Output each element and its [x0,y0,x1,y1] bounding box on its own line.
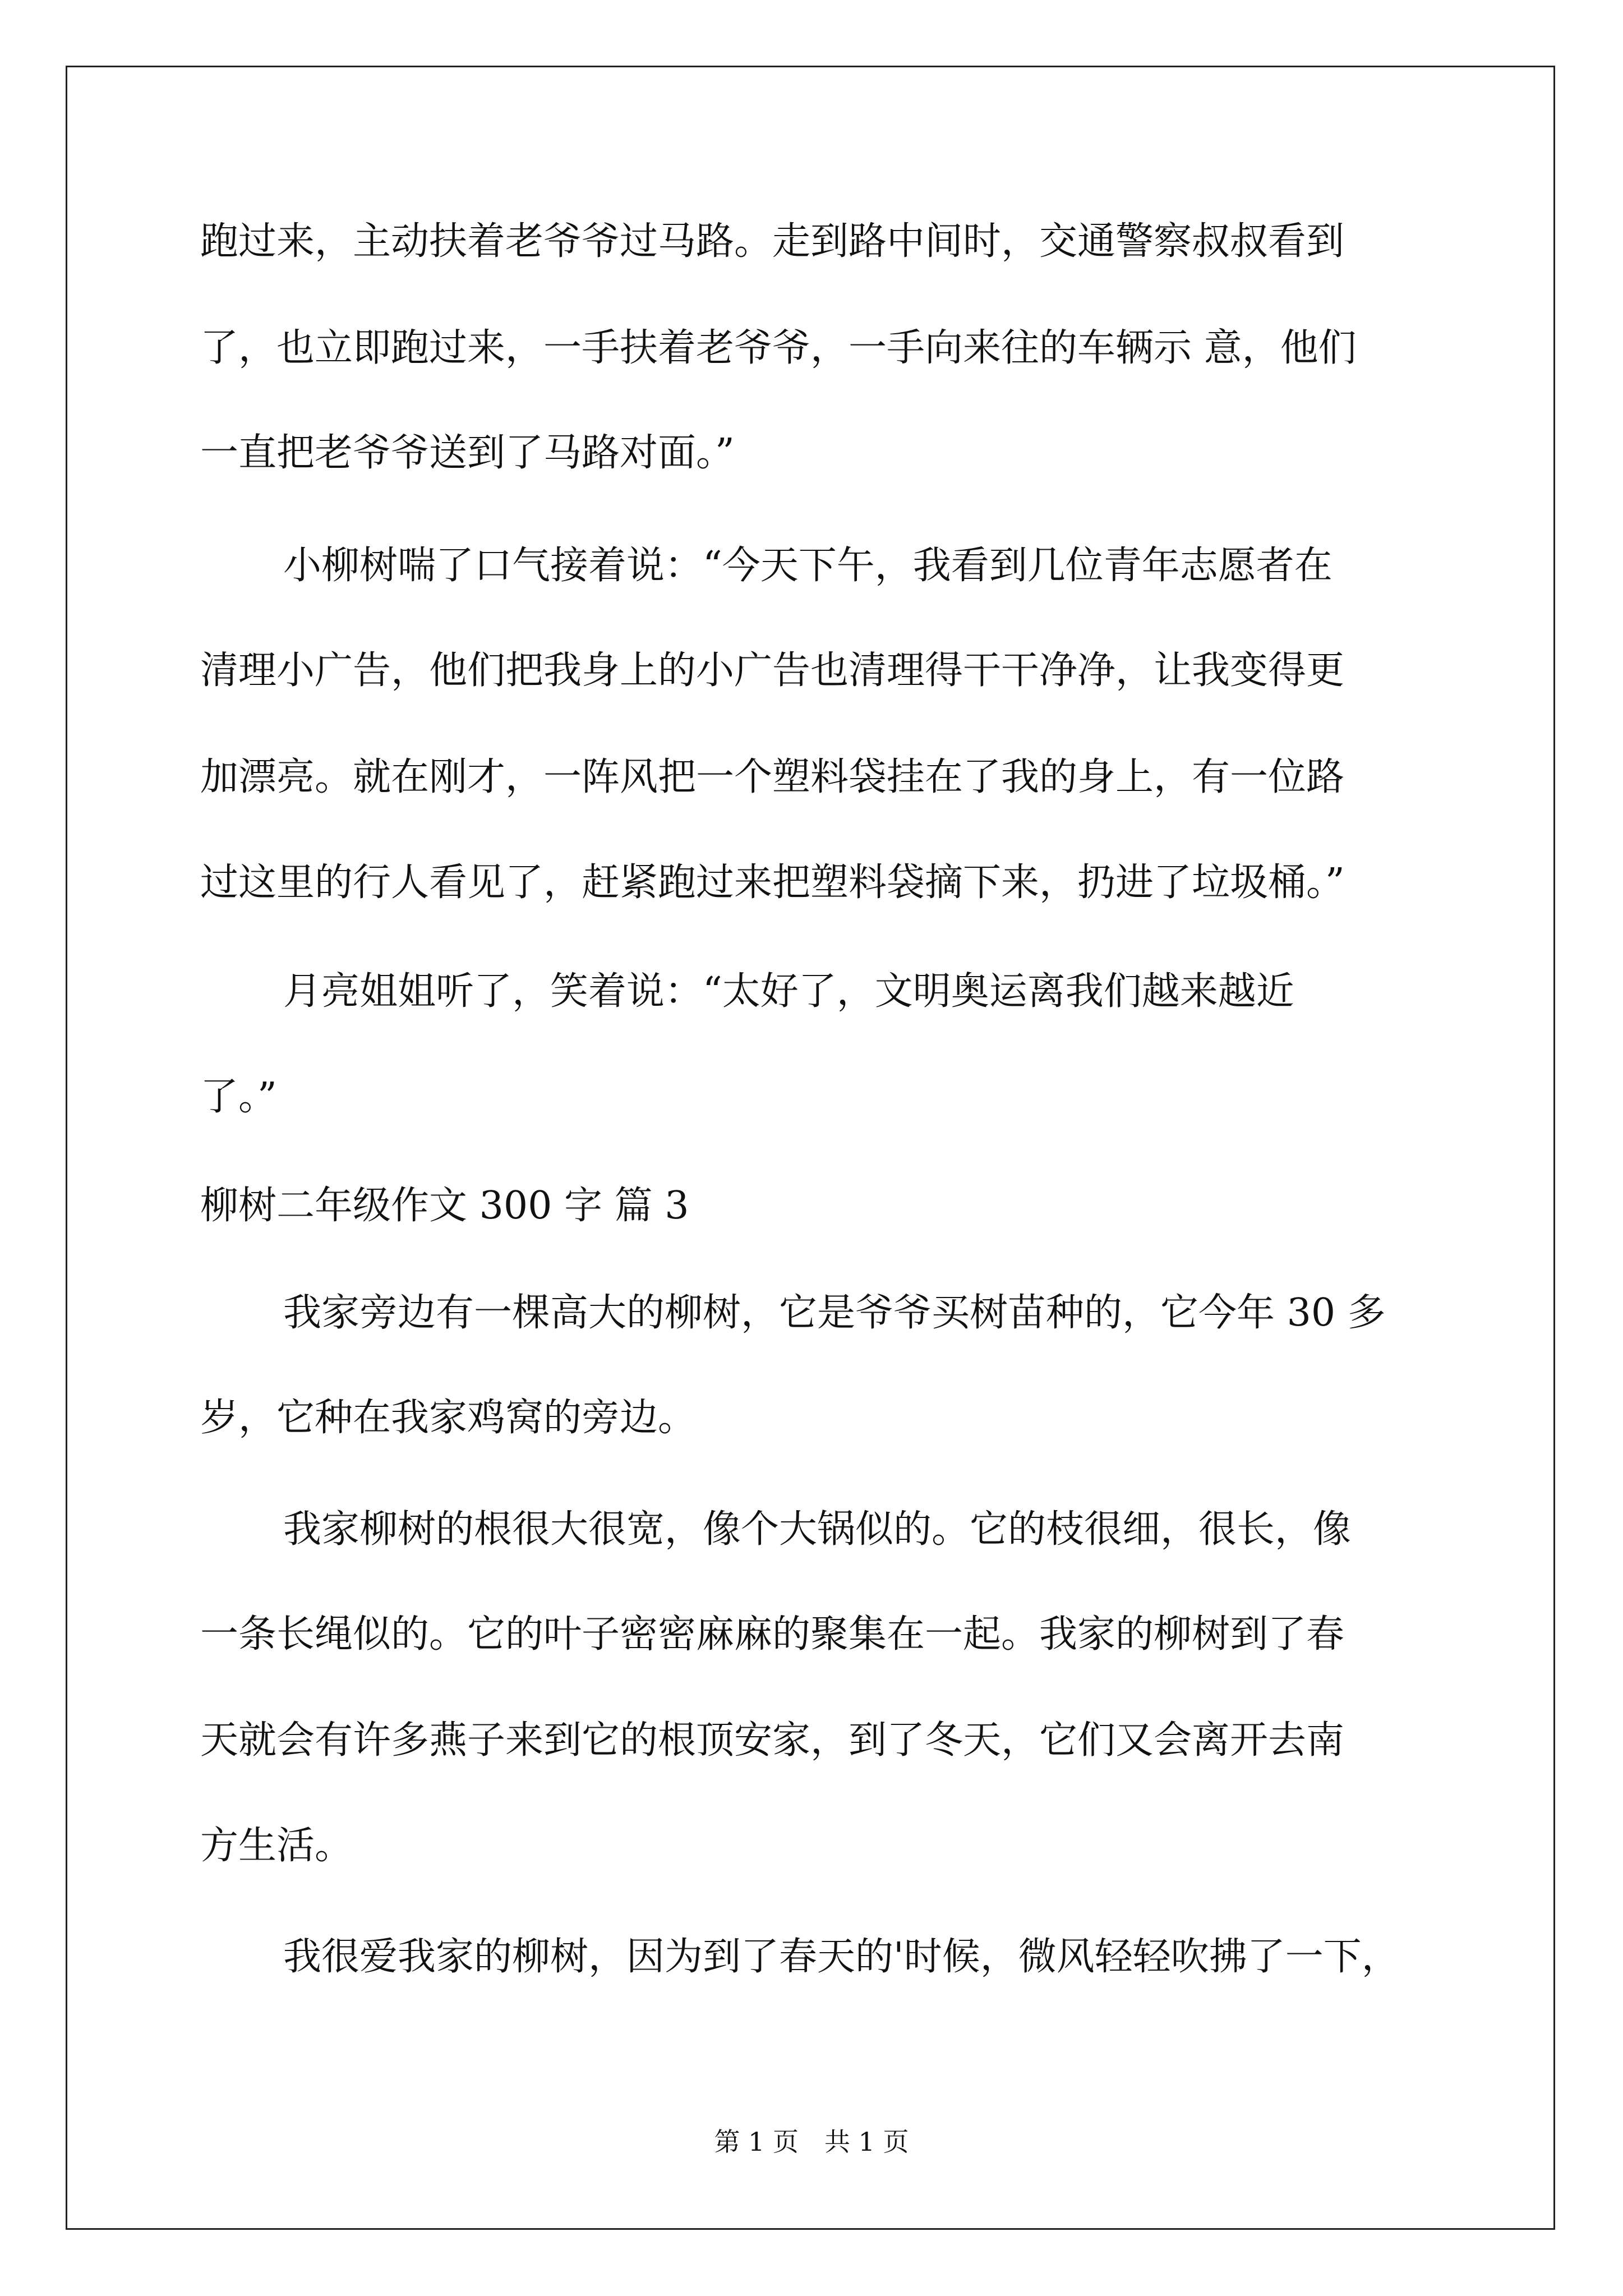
text-line-6: 加漂亮。就在刚才，一阵风把一个塑料袋挂在了我的身上，有一位路 [200,755,1345,799]
page-border [66,66,1555,2230]
page-footer: 第 1 页 共 1 页 [714,2127,909,2157]
paragraph-start-line-8: 月亮姐姐听了，笑着说：“太好了，文明奥运离我们越来越近 [283,969,1294,1014]
text-line-12: 岁，它种在我家鸡窝的旁边。 [200,1396,697,1440]
section-heading: 柳树二年级作文 300 字 篇 3 [200,1184,689,1228]
text-line-3: 一直把老爷爷送到了马路对面。” [200,431,735,475]
text-line-1: 跑过来，主动扶着老爷爷过马路。走到路中间时，交通警察叔叔看到 [200,219,1345,264]
paragraph-start-line-4: 小柳树喘了口气接着说：“今天下午，我看到几位青年志愿者在 [283,544,1332,588]
text-line-7: 过这里的行人看见了，赶紧跑过来把塑料袋摘下来，扔进了垃圾桶。” [200,861,1345,905]
text-line-15: 天就会有许多燕子来到它的根顶安家，到了冬天，它们又会离开去南 [200,1718,1345,1763]
text-line-14: 一条长绳似的。它的叶子密密麻麻的聚集在一起。我家的柳树到了春 [200,1612,1345,1657]
paragraph-start-line-17: 我很爱我家的柳树，因为到了春天的'时候，微风轻轻吹拂了一下， [283,1935,1400,1979]
text-line-16: 方生活。 [200,1824,353,1868]
paragraph-start-line-11: 我家旁边有一棵高大的柳树，它是爷爷买树苗种的，它今年 30 多 [283,1291,1386,1335]
paragraph-start-line-13: 我家柳树的根很大很宽，像个大锅似的。它的枝很细，很长，像 [283,1507,1352,1552]
text-line-2: 了，也立即跑过来，一手扶着老爷爷，一手向来往的车辆示 意，他们 [200,326,1357,370]
text-line-5: 清理小广告，他们把我身上的小广告也清理得干干净净，让我变得更 [200,648,1345,693]
text-line-9: 了。” [200,1075,277,1119]
